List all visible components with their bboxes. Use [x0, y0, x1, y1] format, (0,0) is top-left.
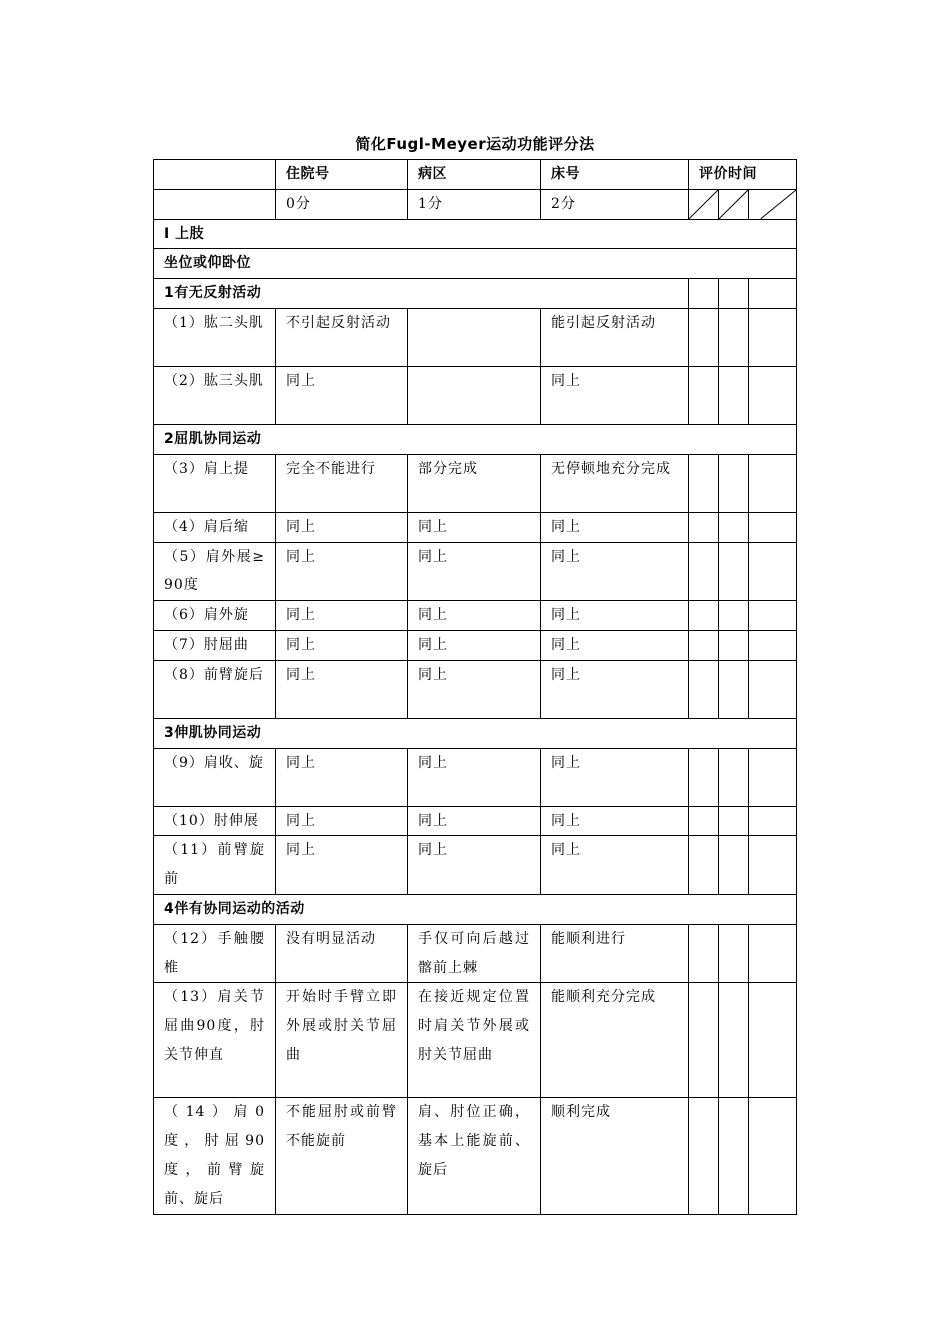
item-name: （9）肩收、旋 — [154, 748, 276, 806]
eval-cell[interactable] — [719, 308, 749, 366]
eval-date-slash-cell[interactable] — [749, 189, 797, 219]
section-row — [154, 424, 797, 454]
eval-cell[interactable] — [749, 542, 797, 601]
eval-cell[interactable] — [689, 601, 719, 631]
table-row — [154, 806, 797, 836]
section-row — [154, 718, 797, 748]
item-score-1: 在接近规定位置时肩关节外展或肘关节屈曲 — [408, 983, 541, 1098]
position-row — [154, 249, 797, 279]
item-score-0: 不能屈肘或前臂不能旋前 — [276, 1098, 408, 1214]
eval-cell[interactable] — [689, 1098, 719, 1214]
part-row — [154, 219, 797, 249]
eval-cell[interactable] — [749, 836, 797, 895]
eval-cell[interactable] — [719, 512, 749, 542]
item-name: （5）肩外展≥90度 — [154, 542, 276, 601]
eval-cell[interactable] — [719, 1098, 749, 1214]
eval-cell[interactable] — [719, 924, 749, 983]
item-name: （1）肱二头肌 — [154, 308, 276, 366]
table-row — [154, 836, 797, 895]
eval-cell[interactable] — [689, 279, 719, 309]
eval-cell[interactable] — [689, 806, 719, 836]
item-score-1: 同上 — [408, 748, 541, 806]
eval-cell[interactable] — [719, 836, 749, 895]
eval-cell[interactable] — [689, 366, 719, 424]
item-score-0: 同上 — [276, 630, 408, 660]
eval-cell[interactable] — [689, 542, 719, 601]
item-score-1 — [408, 366, 541, 424]
item-score-0: 完全不能进行 — [276, 454, 408, 512]
eval-cell[interactable] — [749, 512, 797, 542]
item-score-1: 同上 — [408, 660, 541, 718]
item-score-2: 能顺利进行 — [541, 924, 689, 983]
item-score-2: 无停顿地充分完成 — [541, 454, 689, 512]
eval-cell[interactable] — [689, 454, 719, 512]
eval-cell[interactable] — [689, 924, 719, 983]
eval-cell[interactable] — [719, 748, 749, 806]
eval-cell[interactable] — [719, 601, 749, 631]
item-score-1: 同上 — [408, 601, 541, 631]
eval-cell[interactable] — [749, 279, 797, 309]
header-bed-no: 床号 — [541, 160, 689, 190]
item-score-1: 肩、肘位正确，基本上能旋前、旋后 — [408, 1098, 541, 1214]
item-score-1: 部分完成 — [408, 454, 541, 512]
item-score-0: 没有明显活动 — [276, 924, 408, 983]
item-score-2: 同上 — [541, 630, 689, 660]
item-name: （11）前臂旋前 — [154, 836, 276, 895]
eval-cell[interactable] — [689, 308, 719, 366]
table-row — [154, 660, 797, 718]
item-score-2: 同上 — [541, 748, 689, 806]
eval-date-slash-cell[interactable] — [689, 189, 719, 219]
item-name: （12）手触腰椎 — [154, 924, 276, 983]
eval-cell[interactable] — [719, 806, 749, 836]
item-score-1 — [408, 308, 541, 366]
position-label: 坐位或仰卧位 — [154, 249, 797, 279]
eval-cell[interactable] — [719, 660, 749, 718]
eval-cell[interactable] — [749, 660, 797, 718]
score-1: 1分 — [408, 189, 541, 219]
diagonal-slash-icon — [749, 190, 796, 219]
header-eval-time: 评价时间 — [689, 160, 797, 190]
eval-cell[interactable] — [749, 630, 797, 660]
score-2: 2分 — [541, 189, 689, 219]
eval-date-slash-cell[interactable] — [719, 189, 749, 219]
eval-cell[interactable] — [749, 366, 797, 424]
eval-cell[interactable] — [749, 454, 797, 512]
item-score-1: 同上 — [408, 836, 541, 895]
item-name: （2）肱三头肌 — [154, 366, 276, 424]
item-score-0: 同上 — [276, 836, 408, 895]
section-row — [154, 894, 797, 924]
table-row — [154, 630, 797, 660]
eval-cell[interactable] — [749, 983, 797, 1098]
item-score-0: 同上 — [276, 542, 408, 601]
score-row — [154, 189, 797, 219]
eval-cell[interactable] — [719, 983, 749, 1098]
item-score-2: 能引起反射活动 — [541, 308, 689, 366]
item-name: （3）肩上提 — [154, 454, 276, 512]
item-score-2: 同上 — [541, 366, 689, 424]
table-row — [154, 983, 797, 1098]
header-inpatient-no: 住院号 — [276, 160, 408, 190]
item-score-2: 能顺利充分完成 — [541, 983, 689, 1098]
header-row — [154, 160, 797, 190]
score-0: 0分 — [276, 189, 408, 219]
table-row — [154, 601, 797, 631]
item-score-1: 手仅可向后越过髂前上棘 — [408, 924, 541, 983]
item-score-1: 同上 — [408, 542, 541, 601]
table-row — [154, 366, 797, 424]
eval-cell[interactable] — [689, 836, 719, 895]
item-score-0: 同上 — [276, 806, 408, 836]
item-score-0: 同上 — [276, 748, 408, 806]
section-title: 3伸肌协同运动 — [154, 718, 797, 748]
eval-cell[interactable] — [749, 1098, 797, 1214]
item-score-0: 同上 — [276, 512, 408, 542]
table-row — [154, 542, 797, 601]
item-score-2: 同上 — [541, 836, 689, 895]
section-title: 4伴有协同运动的活动 — [154, 894, 797, 924]
header-ward: 病区 — [408, 160, 541, 190]
eval-cell[interactable] — [749, 924, 797, 983]
item-score-2: 同上 — [541, 660, 689, 718]
eval-cell[interactable] — [719, 366, 749, 424]
item-score-0: 同上 — [276, 601, 408, 631]
eval-cell[interactable] — [719, 279, 749, 309]
item-name: （10）肘伸展 — [154, 806, 276, 836]
eval-cell[interactable] — [689, 630, 719, 660]
item-score-2: 同上 — [541, 806, 689, 836]
section-title: 2屈肌协同运动 — [154, 424, 797, 454]
diagonal-slash-icon — [719, 190, 748, 219]
eval-cell[interactable] — [749, 601, 797, 631]
table-row — [154, 512, 797, 542]
eval-cell[interactable] — [689, 660, 719, 718]
table-row — [154, 308, 797, 366]
eval-cell[interactable] — [749, 308, 797, 366]
item-score-2: 同上 — [541, 601, 689, 631]
eval-cell[interactable] — [719, 630, 749, 660]
diagonal-slash-icon — [689, 190, 718, 219]
item-name: （6）肩外旋 — [154, 601, 276, 631]
item-name: （14）肩0度，肘屈90度，前臂旋前、旋后 — [154, 1098, 276, 1214]
part-upper-limb: Ⅰ 上肢 — [154, 219, 797, 249]
eval-cell[interactable] — [689, 512, 719, 542]
section-row — [154, 279, 797, 309]
item-name: （4）肩后缩 — [154, 512, 276, 542]
header-blank-cell — [154, 160, 276, 190]
score-blank-cell — [154, 189, 276, 219]
table-row — [154, 454, 797, 512]
item-name: （13）肩关节屈曲90度，肘关节伸直 — [154, 983, 276, 1098]
item-score-0: 同上 — [276, 660, 408, 718]
item-score-1: 同上 — [408, 512, 541, 542]
table-row — [154, 748, 797, 806]
item-score-2: 同上 — [541, 512, 689, 542]
item-score-2: 同上 — [541, 542, 689, 601]
eval-cell[interactable] — [719, 454, 749, 512]
item-score-0: 开始时手臂立即外展或肘关节屈曲 — [276, 983, 408, 1098]
eval-cell[interactable] — [689, 748, 719, 806]
item-name: （7）肘屈曲 — [154, 630, 276, 660]
item-score-0: 同上 — [276, 366, 408, 424]
item-name: （8）前臂旋后 — [154, 660, 276, 718]
eval-cell[interactable] — [719, 542, 749, 601]
document-title: 简化Fugl-Meyer运动功能评分法 — [355, 135, 595, 153]
item-score-1: 同上 — [408, 806, 541, 836]
item-score-1: 同上 — [408, 630, 541, 660]
fugl-meyer-table — [153, 159, 797, 1215]
item-score-2: 顺利完成 — [541, 1098, 689, 1214]
item-score-0: 不引起反射活动 — [276, 308, 408, 366]
section-title: 1有无反射活动 — [154, 279, 689, 309]
eval-cell[interactable] — [749, 806, 797, 836]
table-row — [154, 924, 797, 983]
eval-cell[interactable] — [689, 983, 719, 1098]
table-row — [154, 1098, 797, 1214]
eval-cell[interactable] — [749, 748, 797, 806]
